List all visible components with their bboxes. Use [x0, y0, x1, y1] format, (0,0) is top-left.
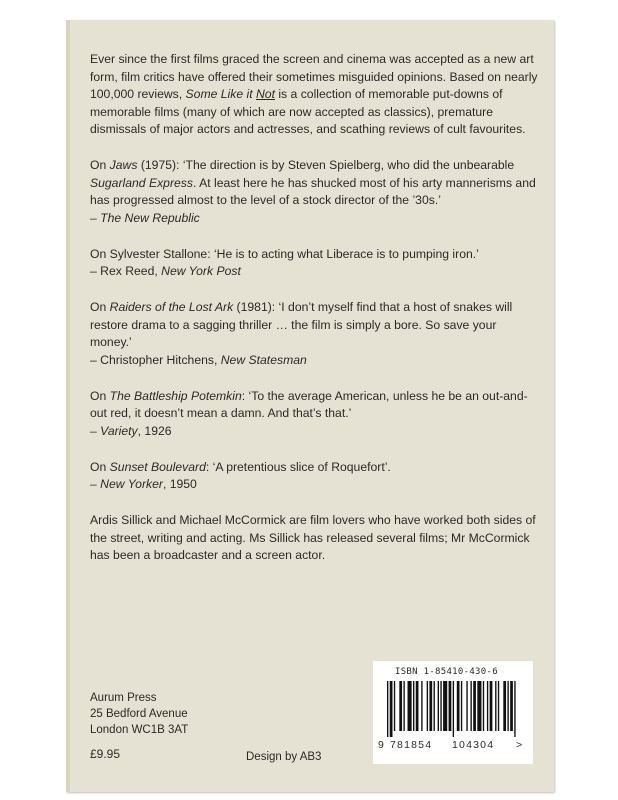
barcode-bar [514, 681, 515, 737]
quote-sunset [90, 459, 540, 494]
intro-text-start: Ever since the first films graced the screen and cinema was accepted as a new art form, film critics have offered their sometimes misguided opinions. Based on nearly 100,000 reviews, [90, 52, 538, 101]
quote-raiders-source [90, 352, 540, 370]
barcode-bar [495, 681, 496, 731]
intro-text-end: is a collection of memorable put-downs of memorable films (many of which are now accepted as classics), premature dismissals of major actors and actresses, and scathing reviews of cult favourites. [90, 87, 526, 136]
barcode-bar [387, 681, 388, 737]
barcode-bar [399, 681, 402, 731]
publisher-city: London WC1B 3AT [90, 724, 189, 736]
ean-arrow: > [516, 739, 523, 751]
barcode-bar [421, 681, 422, 731]
price: £9.95 [90, 747, 121, 761]
barcode-bar [461, 681, 462, 731]
quote-raiders-critic: – Christopher Hitchens, [90, 352, 221, 367]
quote-sunset-publication: – New Yorker [90, 477, 163, 491]
barcode-bar [438, 681, 439, 731]
ean-right-group: 104304 [452, 739, 495, 751]
quote-raiders-on: On [90, 300, 110, 314]
quote-stallone [90, 246, 540, 281]
barcode-bar [453, 681, 454, 737]
barcode-bar [466, 681, 467, 731]
quote-potemkin-on: On [90, 388, 110, 403]
ean-digits [378, 739, 532, 751]
quote-potemkin-text: : ‘To the average American, unless he be an out-and-out red, it doesn’t mean a damn. And that’s that.’ [90, 388, 528, 420]
barcode-bar [413, 681, 414, 731]
publisher-name: Aurum Press [90, 692, 157, 704]
quote-sunset-year: , 1950 [162, 477, 197, 491]
quote-jaws-subject: Jaws [109, 158, 138, 172]
barcode-bar [408, 681, 412, 731]
barcode-bar [470, 681, 471, 731]
quote-jaws-text-2: . At least here he has shucked most of his arty mannerisms and has progressed almost to the level of a stock director of the ’30s.’ [90, 175, 536, 207]
quote-jaws [90, 157, 540, 227]
barcode-bar [457, 681, 460, 731]
barcode-bar [434, 681, 435, 731]
ean-first-digit: 9 [378, 739, 384, 751]
quote-potemkin [90, 388, 540, 441]
quote-stallone-text: On Sylvester Stallone: ‘He is to acting what Liberace is to pumping iron.’ [90, 246, 479, 261]
barcode-bar [440, 681, 441, 731]
barcode-bar [498, 681, 499, 731]
barcode-bar [483, 681, 484, 731]
barcode-bar [503, 681, 506, 731]
barcode-bar [449, 681, 452, 731]
intro-paragraph [90, 51, 540, 139]
book-title-underlined: Not [255, 87, 275, 101]
quote-potemkin-publication: – Variety [90, 423, 138, 438]
barcode-bar [403, 681, 404, 731]
quote-sunset-source [90, 476, 540, 494]
barcode-bar [490, 681, 493, 731]
ean-left-group: 781854 [390, 739, 433, 751]
book-title-part: Some Like it [185, 87, 256, 101]
quote-sunset-subject: Sunset Boulevard [109, 459, 206, 474]
barcode-bar [394, 681, 395, 731]
quote-raiders-publication: New Statesman [220, 352, 307, 367]
quote-stallone-source [90, 263, 540, 281]
barcode-bar [429, 681, 432, 731]
barcode-bar [390, 681, 393, 737]
book-title [186, 87, 275, 101]
barcode-icon [387, 681, 517, 737]
quote-sunset-on: On [90, 459, 110, 474]
quote-potemkin-year: , 1926 [137, 423, 172, 438]
quote-raiders [90, 299, 540, 369]
blurb-text [90, 51, 540, 583]
barcode-bar [507, 681, 508, 731]
barcode-bar [427, 681, 428, 731]
quote-jaws-film: Sugarland Express [90, 175, 193, 190]
publisher-address [90, 690, 188, 738]
barcode-bars [387, 681, 517, 737]
design-credit: Design by AB3 [246, 751, 322, 763]
quote-jaws-source: – The New Republic [90, 210, 200, 225]
publisher-street: 25 Bedford Avenue [90, 708, 188, 720]
barcode-bar [443, 681, 447, 731]
authors-bio: Ardis Sillick and Michael McCormick are film lovers who have worked both sides of the street, writing and acting. Ms Sillick has released several films; Mr McCormick has been a broadcaster and a screen actor. [90, 513, 536, 562]
quote-stallone-critic: – Rex Reed, [90, 264, 162, 278]
barcode-bar [477, 681, 481, 731]
quote-sunset-text: : ‘A pretentious slice of Roquefort’. [205, 459, 391, 474]
quote-raiders-text: (1981): ‘I don’t myself find that a host of snakes will restore drama to a sagging thriller … the film is simply a bore. So save your money.’ [90, 300, 513, 349]
barcode-label [373, 661, 533, 764]
isbn-number: ISBN 1-85410-430-6 [395, 667, 498, 677]
quote-jaws-year: (1975): [137, 158, 183, 172]
barcode-bar [416, 681, 419, 731]
quote-jaws-text-1: ‘The direction is by Steven Spielberg, who did the unbearable [182, 158, 515, 172]
book-back-cover [66, 20, 554, 792]
quote-stallone-publication: New York Post [161, 264, 241, 278]
quote-potemkin-subject: The Battleship Potemkin [109, 388, 242, 403]
quote-raiders-subject: Raiders of the Lost Ark [109, 300, 234, 314]
barcode-bar [487, 681, 488, 731]
barcode-bar [510, 681, 513, 731]
quote-jaws-on: On [90, 158, 110, 172]
cover-spine-edge [66, 20, 70, 792]
barcode-bar [473, 681, 476, 731]
quote-potemkin-source [90, 423, 540, 441]
